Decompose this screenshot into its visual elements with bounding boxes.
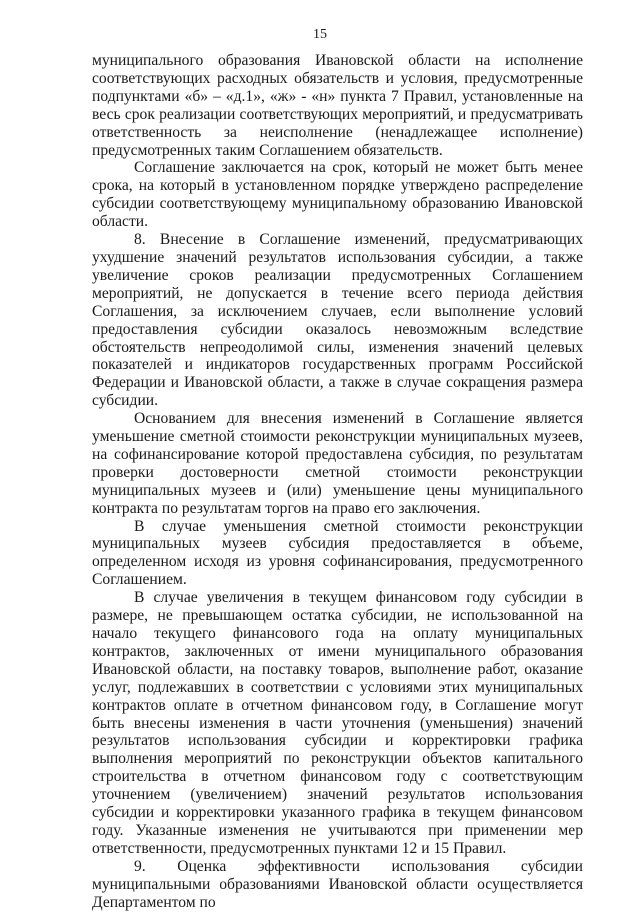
paragraph-item-8: 8. Внесение в Соглашение изменений, предусматривающих ухудшение значений результатов использования субсидии, а также увеличение сроков реализации предусмотренных Соглашением мероприятий, не допускается в течение всего периода действия Соглашения, за исключением случаев, если выполнение условий предоставления субсидии оказалось невозможным вследствие обстоятельств непреодолимой силы, изменения значений целевых показателей и индикаторов государственных программ Российской Федерации и Ивановской области, а также в случае сокращения размера субсидии. xyxy=(92,231,583,410)
page-number: 15 xyxy=(313,27,327,42)
paragraph-subsidy-increase: В случае увеличения в текущем финансовом году субсидии в размере, не превышающем остатка субсидии, не использованной на начало текущего финансового года на оплату муниципальных контрактов, заключенных от имени муниципального образования Ивановской области, на поставку товаров, выполнение работ, оказание услуг, подлежавших в соответствии с условиями этих муниципальных контрактов оплате в отчетном финансовом году, в Соглашение могут быть внесены изменения в части уточнения (уменьшения) значений результатов использования субсидии и корректировки графика выполнения мероприятий по реконструкции объектов капитального строительства в отчетном финансовом году с соответствующим уточнением (увеличением) значений результатов использования субсидии и корректировки указанного графика в текущем финансовом году. Указанные изменения не учитываются при применении мер ответственности, предусмотренных пунктами 12 и 15 Правил. xyxy=(92,589,583,857)
paragraph-grounds-for-changes: Основанием для внесения изменений в Соглашение является уменьшение сметной стоимости реконструкции муниципальных музеев, на софинансирование которой предоставлена субсидия, по результатам проверки достоверности сметной стоимости реконструкции муниципальных музеев и (или) уменьшение цены муниципального контракта по результатам торгов на право его заключения. xyxy=(92,410,583,517)
paragraph-agreement-term: Соглашение заключается на срок, который не может быть менее срока, на который в установленном порядке утверждено распределение субсидии соответствующему муниципальному образованию Ивановской области. xyxy=(92,159,583,231)
document-body xyxy=(92,52,583,912)
paragraph-cost-reduction: В случае уменьшения сметной стоимости реконструкции муниципальных музеев субсидия предоставляется в объеме, определенном исходя из уровня софинансирования, предусмотренного Соглашением. xyxy=(92,517,583,589)
paragraph-item-9: 9. Оценка эффективности использования субсидии муниципальными образованиями Ивановской области осуществляется Департаментом по xyxy=(92,857,583,911)
paragraph-continuation: муниципального образования Ивановской области на исполнение соответствующих расходных обязательств и условия, предусмотренные подпунктами «б» – «д.1», «ж» - «н» пункта 7 Правил, установленные на весь срок реализации соответствующих мероприятий, и предусматривать ответственность за неисполнение (ненадлежащее исполнение) предусмотренных таким Соглашением обязательств. xyxy=(92,52,583,159)
